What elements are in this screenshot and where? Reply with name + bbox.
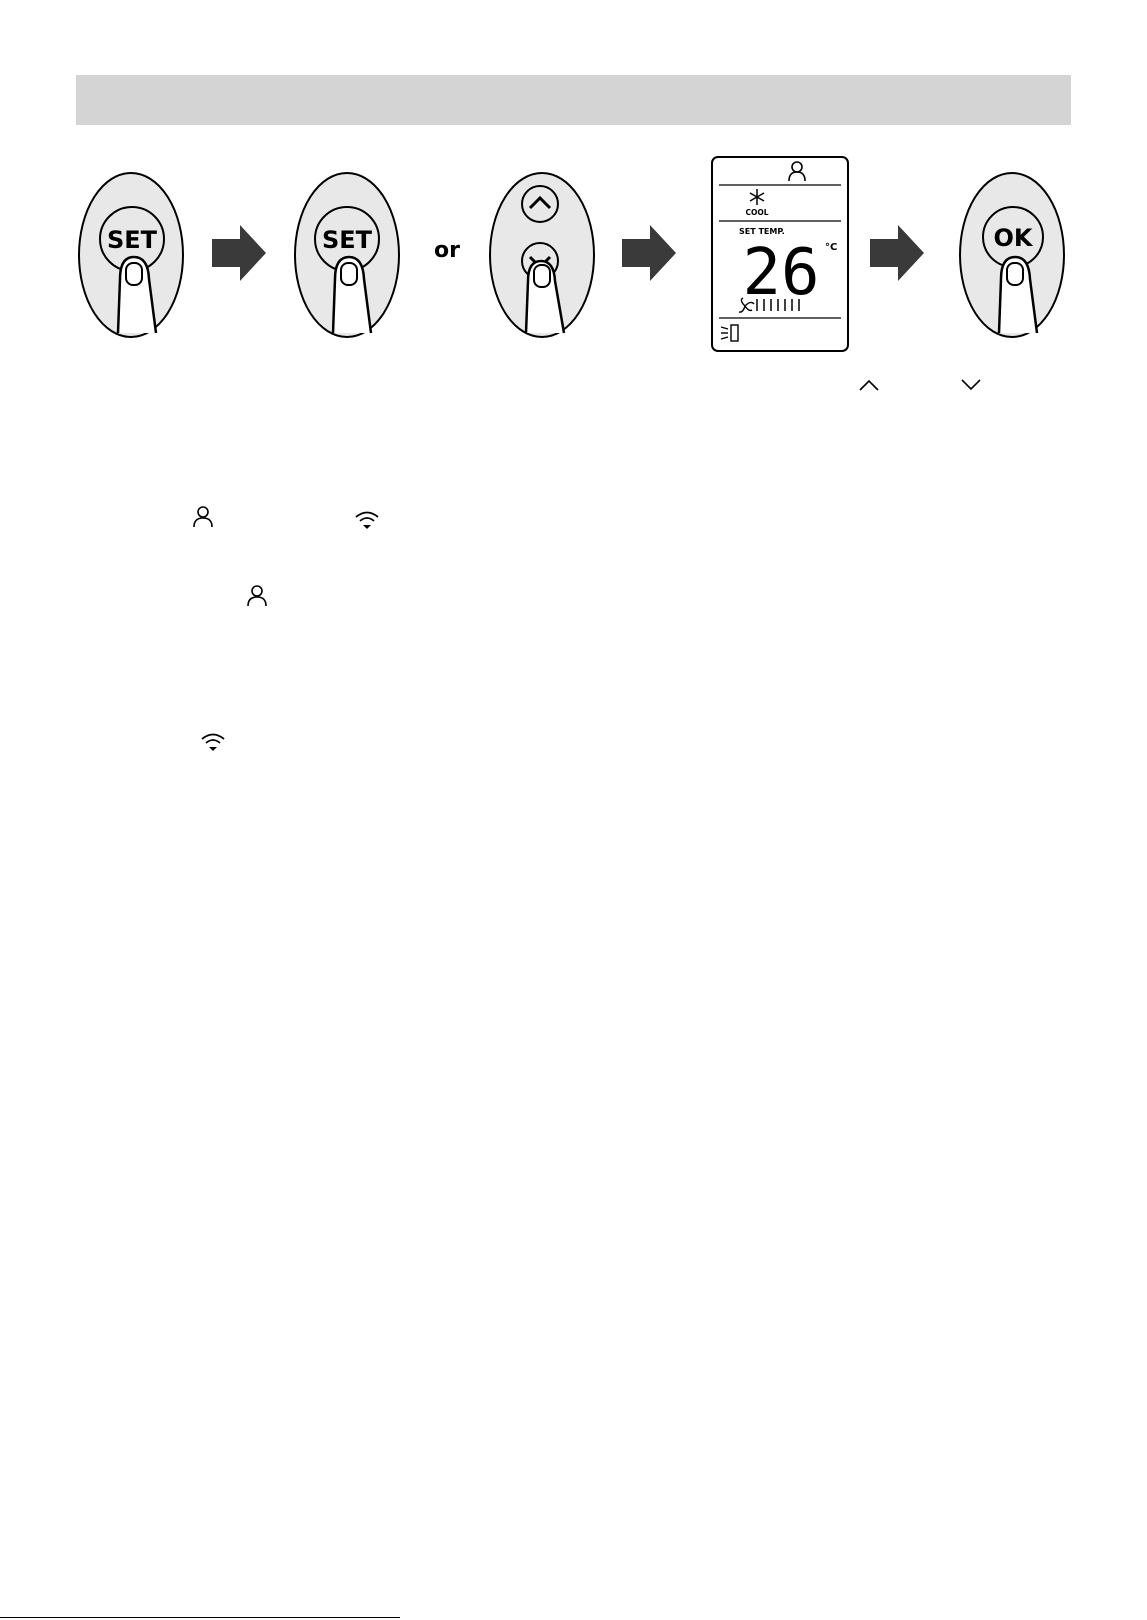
mode-label: COOL [745,208,769,217]
temperature-unit: °C [825,242,838,253]
temperature-value: 26 [742,236,820,310]
step-set-press-2 [292,171,402,341]
lcd-display [711,156,849,352]
set-temp-label: SET TEMP. [739,227,785,236]
set-button-label: SET [106,226,158,254]
footer-rule [0,1617,400,1618]
chevron-up-icon [858,378,880,397]
section-header-bar [76,75,1071,125]
chevron-down-icon [960,378,982,397]
arrow-right-icon [622,225,676,281]
wifi-icon [354,510,380,535]
wifi-icon [200,732,226,757]
step-set-press-1 [76,171,186,341]
set-button-label: SET [321,226,373,254]
step-ok-press [957,171,1067,341]
arrow-right-icon [212,225,266,281]
or-label: or [434,238,460,263]
fan-speed-bars [757,299,799,311]
step-up-down-press [488,171,598,341]
up-button [522,186,558,222]
arrow-right-icon [870,225,924,281]
person-icon [246,584,268,613]
ok-button-label: OK [993,224,1033,252]
person-icon [192,505,214,534]
